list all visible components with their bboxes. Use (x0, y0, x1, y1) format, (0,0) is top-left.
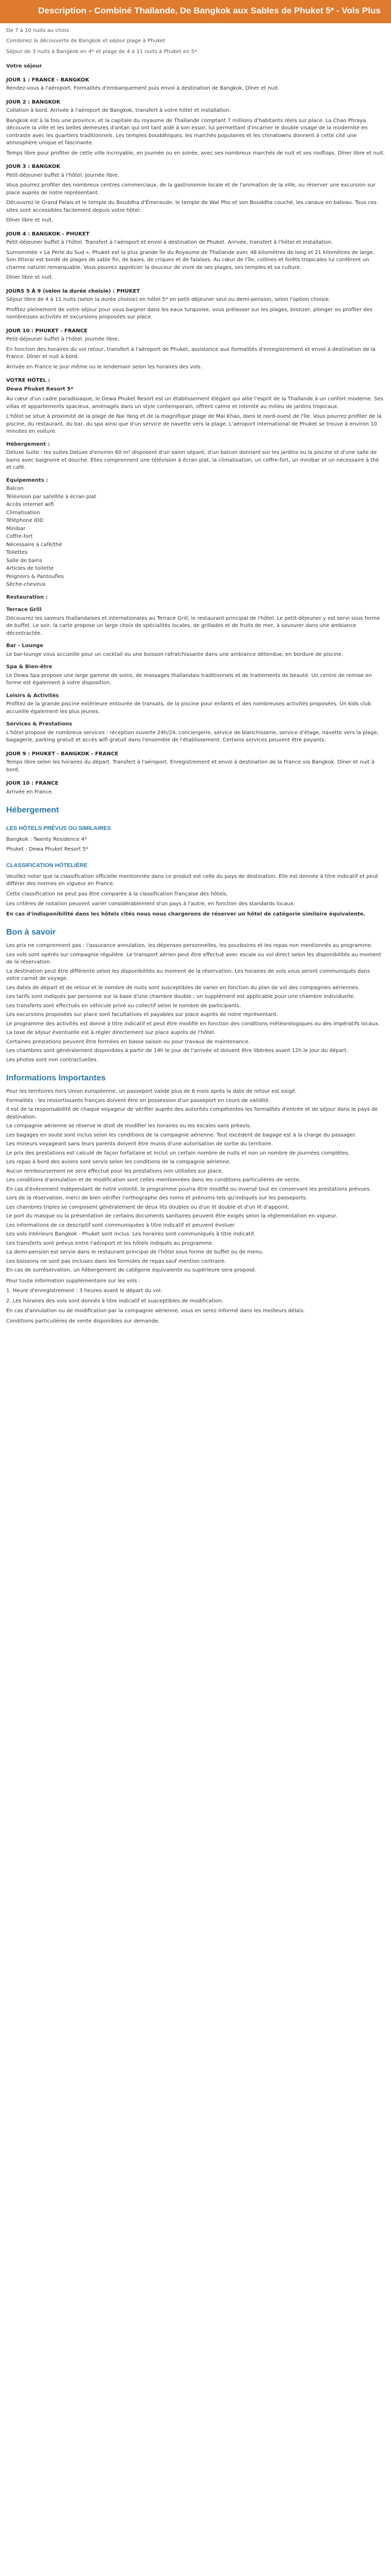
day-paragraph: Temps libre pour profiter de cette ville incroyable, en journée ou en soirée, avec ses nombreux marchés de nuit et ses rooftops. Dîner libre et nuit. (6, 150, 385, 156)
day-title: JOUR 3 : BANGKOK (6, 164, 60, 170)
day-paragraph: Petit-déjeuner buffet à l'hôtel. Journée libre. (6, 336, 120, 343)
info-heading: Informations Importantes (6, 1074, 106, 1083)
hotel-label: VOTRE HÔTEL : (6, 378, 51, 384)
services-sub: Services & Prestations (6, 721, 72, 727)
classification-p3: Les critères de notation peuvent varier considérablement d'un pays à l'autre, en fonction des standards locaux. (6, 901, 295, 907)
list-item: La compagnie aérienne se réserve le droit de modifier les horaires ou les escales sans préavis. (6, 1123, 252, 1129)
list-item: Il est de la responsabilité de chaque voyageur de vérifier auprès des autorités compétentes les formalités d'entrée et de séjour dans le pays de destination. (6, 1107, 378, 1120)
day-paragraph: Découvrez le Grand Palais et le temple du Bouddha d'Émeraude, le temple de Wat Pho et son Bouddha couché, les canaux en bateau. Tous ces sites sont accessibles facilement depuis votre hôtel. (6, 200, 377, 213)
day-title: JOURS 5 À 9 (selon la durée choisie) : PHUKET (6, 288, 140, 294)
list-item: Les vols intérieurs Bangkok - Phuket sont inclus. Les horaires sont communiqués à titre indicatif. (6, 1231, 255, 1238)
list-item: En cas de surréservation, un hébergement de catégorie équivalente ou supérieure sera proposé. (6, 1267, 257, 1274)
alt-day10-label: JOUR 10 : FRANCE (6, 781, 59, 787)
hotel-desc-1: Au cœur d'un cadre paradisiaque, le Dewa Phuket Resort est un établissement élégant qui allie l'esprit de la Thaïlande à un confort moderne. Ses villas et appartements spacieux, aménagés dans un style contemporain, offrent calme et intimité au milieu de jardins tropicaux. (6, 396, 383, 410)
day-paragraph: Arrivée en France le jour même ou le lendemain selon les horaires des vols. (6, 364, 202, 370)
program-label: Votre séjour (6, 63, 42, 70)
list-item: Les transferts sont effectués en véhicule privé ou collectif selon le nombre de participants. (6, 1003, 241, 1009)
list-item: La demi-pension est servie dans le restaurant principal de l'hôtel sous forme de buffet ou de menu. (6, 1249, 264, 1256)
equipment-item: Nécessaire à café/thé (6, 541, 62, 548)
list-item: Les chambres triples se composent généralement de deux lits doubles ou d'un lit double et d'un lit d'appoint. (6, 1204, 290, 1210)
equipment-item: Peignoirs & Pantoufles (6, 573, 64, 580)
day-title: JOUR 1 : FRANCE - BANGKOK (6, 77, 89, 83)
day-title: JOUR 10 : PHUKET - FRANCE (6, 328, 88, 334)
hotel-name: Dewa Phuket Resort 5* (6, 386, 74, 392)
itinerary (6, 77, 385, 371)
footer-p1: Pour toute information supplémentaire sur les vols : (6, 1278, 141, 1284)
food-sub: Terrace Grill (6, 607, 42, 613)
equipment-label: Équipements : (6, 477, 48, 483)
day-paragraph: Séjour libre de 4 à 11 nuits (selon la durée choisie) en hôtel 5* en petit-déjeuner seul ou demi-pension, selon l'option choisie. (6, 297, 331, 303)
leisure-sub: Loisirs & Activités (6, 692, 59, 699)
list-item: Les conditions d'annulation et de modification sont celles mentionnées dans les conditions particulières de vente. (6, 1177, 301, 1183)
duration-text: De 7 à 10 nuits au choix (6, 27, 69, 33)
main-content (0, 23, 391, 1338)
equipment-item: Télévision par satellite à écran plat (6, 494, 96, 500)
list-item: Les boissons ne sont pas incluses dans les formules de repas sauf mention contraire. (6, 1258, 226, 1264)
food-label: Restauration : (6, 594, 48, 600)
equipment-item: Accès internet wifi (6, 502, 54, 508)
hebergement-heading: Hébergement (6, 806, 59, 815)
equipment-item: Sèche-cheveux (6, 582, 46, 588)
list-item: Lors de la réservation, merci de bien vérifier l'orthographe des noms et prénoms tels qu'indiqués sur les passeports. (6, 1195, 307, 1201)
hotel-bangkok: Bangkok : Twenty Residence 4* (6, 836, 87, 842)
intro-line-2: Séjour de 3 nuits à Bangkok en 4* et plage de 4 à 11 nuits à Phuket en 5* (6, 48, 197, 55)
list-item: Formalités : les ressortissants français doivent être en possession d'un passeport en cours de validité. (6, 1097, 270, 1104)
footer-p5: Conditions particulières de vente disponibles sur demande. (6, 1318, 160, 1324)
day-paragraph: Dîner libre et nuit. (6, 217, 54, 224)
classification-title: CLASSIFICATION HÔTELIÈRE (6, 862, 88, 869)
list-item: La destination peut être différente selon les disponibilités au moment de la réservation. Les horaires de vols vous seront communiqués dans votre carnet de voyage. (6, 968, 370, 982)
list-item: Certaines prestations peuvent être fermées en basse saison ou pour travaux de maintenance. (6, 1039, 250, 1045)
list-item: Pour les territoires hors Union européenne, un passeport valide plus de 6 mois après la date de retour est exigé. (6, 1089, 297, 1095)
alt-day9-label: JOUR 9 : PHUKET - BANGKOK - FRANCE (6, 751, 119, 757)
equipment-item: Téléphone IDD (6, 518, 44, 524)
hotel-desc-2: L'hôtel se situe à proximité de la plage de Nai Yang et de la magnifique plage de Mai Khao, dans le nord-ouest de l'île. Vous pourrez profiter de la piscine, du restaurant, du bar, du spa ainsi que d'un service de navette vers la plage. L'aéroport international de Phuket se trouve à environ 10 minutes en voiture. (6, 414, 382, 435)
day-title: JOUR 4 : BANGKOK - PHUKET (6, 231, 90, 237)
good-to-know-heading: Bon à savoir (6, 928, 56, 937)
services-text: L'hôtel propose de nombreux services : réception ouverte 24h/24, conciergerie, service de blanchisserie, service d'étage, navette vers la plage, bagagerie, parking gratuit et accès wifi gratuit dans l'ensemble de l'établissement. Certains services peuvent être payants. (6, 730, 379, 743)
equipment-item: Coffre-fort (6, 534, 33, 540)
day-paragraph: Rendez-vous à l'aéroport. Formalités d'embarquement puis envol à destination de Bangkok. Dîner et nuit. (6, 86, 280, 92)
info-list (6, 1088, 385, 1275)
day-paragraph: Petit-déjeuner buffet à l'hôtel. Journée libre. (6, 172, 120, 178)
bar-sub: Bar - Lounge (6, 643, 43, 649)
equipment-item: Salle de bains (6, 557, 42, 564)
leisure-text: Profitez de la grande piscine extérieure entourée de transats, de la piscine pour enfants et des nombreuses activités proposées. Un kids club accueille également les plus jeunes. (6, 701, 371, 715)
hotels-listed-title: LES HÔTELS PRÉVUS OU SIMILAIRES (6, 825, 111, 832)
equipment-list (6, 485, 385, 589)
alt-day9-text: Temps libre selon les horaires du départ. Transfert à l'aéroport. Enregistrement et envol à destination de la France via Bangkok. Dîner et nuit à bord. (6, 759, 375, 773)
good-to-know-list (6, 942, 385, 1064)
alt-day10-text: Arrivée en France. (6, 789, 54, 795)
day-title: JOUR 2 : BANGKOK (6, 99, 60, 105)
page-title: Description - Combiné Thaïlande, De Bangkok aux Sables de Phuket 5* - Vols Plus (38, 6, 381, 15)
classification-p4: En cas d'indisponibilité dans les hôtels cités nous nous chargerons de réserver un hôtel de catégorie similaire équivalente. (6, 911, 366, 917)
list-item: Les repas à bord des avions sont servis selon les conditions de la compagnie aérienne. (6, 1159, 231, 1165)
rooms-text: Deluxe Suite : les suites Deluxe d'environ 60 m² disposent d'un salon séparé, d'un balcon donnant sur les jardins ou la piscine et d'une salle de bains avec baignoire et douche. Elles comprennent une télévision à écran plat, la climatisation, un coffre-fort, un minibar et un nécessaire à thé et café. (6, 450, 379, 471)
footer-p4: En cas d'annulation ou de modification par la compagnie aérienne, vous en serez informé dans les meilleurs délais. (6, 1308, 305, 1314)
day-paragraph: Collation à bord. Arrivée à l'aéroport de Bangkok, transfert à votre hôtel et installation. (6, 108, 231, 114)
list-item: Aucun remboursement ne sera effectué pour les prestations non utilisées sur place. (6, 1168, 223, 1174)
header-banner (0, 0, 391, 23)
day-paragraph: Petit-déjeuner buffet à l'hôtel. Transfert à l'aéroport et envol à destination de Phuket. Arrivée, transfert à l'hôtel et installation. (6, 240, 333, 246)
list-item: Les prix ne comprennent pas : l'assurance annulation, les dépenses personnelles, les pourboires et les repas non mentionnés au programme. (6, 943, 373, 949)
classification-p2: Cette classification ne peut pas être comparée à la classification française des hôtels. (6, 891, 229, 897)
classification-p1: Veuillez noter que la classification officielle mentionnée dans ce produit est celle du pays de destination. Elle est donnée à titre indicatif et peut différer des normes en vigueur en France. (6, 873, 378, 887)
day-paragraph: Vous pourrez profiter des nombreux centres commerciaux, de la gastronomie locale et de l'animation de la ville, ou réserver une excursion sur place auprès de notre représentant. (6, 182, 376, 196)
footer-p3: 2. Les horaires des vols sont donnés à titre indicatif et susceptibles de modification. (6, 1298, 223, 1304)
equipment-item: Toilettes (6, 550, 28, 556)
intro-line-1: Combinez la découverte de Bangkok et séjour plage à Phuket (6, 38, 166, 44)
list-item: Les informations de ce descriptif sont communiquées à titre indicatif et peuvent évoluer. (6, 1222, 236, 1228)
equipment-item: Articles de toilette (6, 566, 54, 572)
list-item: Les bagages en soute sont inclus selon les conditions de la compagnie aérienne. Tout excédent de bagage est à la charge du passager. (6, 1132, 356, 1138)
list-item: Le port du masque ou la présentation de certains documents sanitaires peuvent être exigés selon la réglementation en vigueur. (6, 1213, 338, 1219)
list-item: En cas d'événement indépendant de notre volonté, le programme pourra être modifié ou inversé tout en conservant les prestations prévues. (6, 1186, 371, 1192)
list-item: Les excursions proposées sur place sont facultatives et payables sur place auprès de notre représentant. (6, 1012, 278, 1018)
equipment-item: Climatisation (6, 510, 40, 516)
list-item: Les dates de départ et de retour et le nombre de nuits sont susceptibles de varier en fonction du plan de vol des compagnies aériennes. (6, 985, 360, 991)
list-item: Le prix des prestations est calculé de façon forfaitaire et inclut un certain nombre de nuits et non un nombre de journées complètes. (6, 1150, 350, 1156)
footer-p2: 1. Heure d'enregistrement : 3 heures avant le départ du vol. (6, 1288, 162, 1294)
day-paragraph: En fonction des horaires du vol retour, transfert à l'aéroport de Phuket, assistance aux formalités d'enregistrement et envol à destination de la France. Dîner et nuit à bord. (6, 346, 376, 360)
list-item: Le programme des activités est donné à titre indicatif et peut être modifié en fonction des conditions météorologiques ou des impératifs locaux. (6, 1021, 380, 1027)
day-paragraph: Surnommée « La Perle du Sud », Phuket est la plus grande île du Royaume de Thaïlande avec 48 kilomètres de long et 21 kilomètres de large. Son littoral est bordé de plages de sable fin, de baies, de criques et de falaises. Au cœur de l'île, collines et forêts tropicales lui confèrent un charme naturel remarquable. Vous pourrez apprécier la douceur de vivre de ses plages, ses temples et sa culture. (6, 249, 374, 270)
food-text: Découvrez les saveurs thaïlandaises et internationales au Terrace Grill, le restaurant principal de l'hôtel. Le petit-déjeuner y est servi sous forme de buffet. Le soir, la carte propose un large choix de spécialités locales, de grillades et de fruits de mer, à savourer dans une ambiance décontractée. (6, 615, 380, 636)
list-item: Les vols sont opérés sur compagnie régulière. Le transport aérien peut être effectué avec escale ou vol direct selon les disponibilités au moment de la réservation. (6, 952, 381, 965)
spa-text: Le Dewa Spa propose une large gamme de soins, de massages thaïlandais traditionnels et de traitements de beauté. Un centre de remise en forme est également à votre disposition. (6, 672, 372, 686)
bar-text: Le bar-lounge vous accueille pour un cocktail ou une boisson rafraîchissante dans une ambiance détendue, en bordure de piscine. (6, 651, 344, 657)
day-paragraph: Bangkok est à la fois une province, et la capitale du royaume de Thaïlande comptant 7 millions d'habitants réels sur place. La Chao Phraya découvre la ville et les belles demeures d'antan qui ont tant aidé à son essor, lui permettant d'incarner le double visage de la modernité en contraste avec les quartiers traditionnels. Les temples bouddhiques, les marchés populaires et les chinatowns donnent à cette cité une atmosphère unique et fascinante. (6, 117, 368, 146)
list-item: Les mineurs voyageant sans leurs parents doivent être munis d'une autorisation de sortie du territoire. (6, 1141, 273, 1147)
list-item: Les transferts sont prévus entre l'aéroport et les hôtels indiqués au programme. (6, 1240, 214, 1246)
list-item: Les tarifs sont indiqués par personne sur la base d'une chambre double ; un supplément est applicable pour une chambre individuelle. (6, 994, 355, 1000)
hotel-phuket: Phuket : Dewa Phuket Resort 5* (6, 846, 89, 853)
list-item: La taxe de séjour éventuelle est à régler directement sur place auprès de l'hôtel. (6, 1030, 216, 1036)
day-paragraph: Dîner libre et nuit. (6, 275, 54, 281)
list-item: Les chambres sont généralement disponibles à partir de 14h le jour de l'arrivée et doivent être libérées avant 12h le jour du départ. (6, 1048, 348, 1054)
spa-sub: Spa & Bien-être (6, 664, 53, 670)
day-paragraph: Profitez pleinement de votre séjour pour vous baigner dans les eaux turquoise, vous prélasser sur les plages, bronzer, plonger ou profiter des nombreuses activités et excursions proposées sur place. (6, 307, 372, 320)
rooms-label: Hébergement : (6, 441, 50, 447)
equipment-item: Balcon (6, 486, 24, 492)
equipment-item: Minibar (6, 526, 26, 532)
list-item: Les photos sont non contractuelles. (6, 1057, 99, 1063)
